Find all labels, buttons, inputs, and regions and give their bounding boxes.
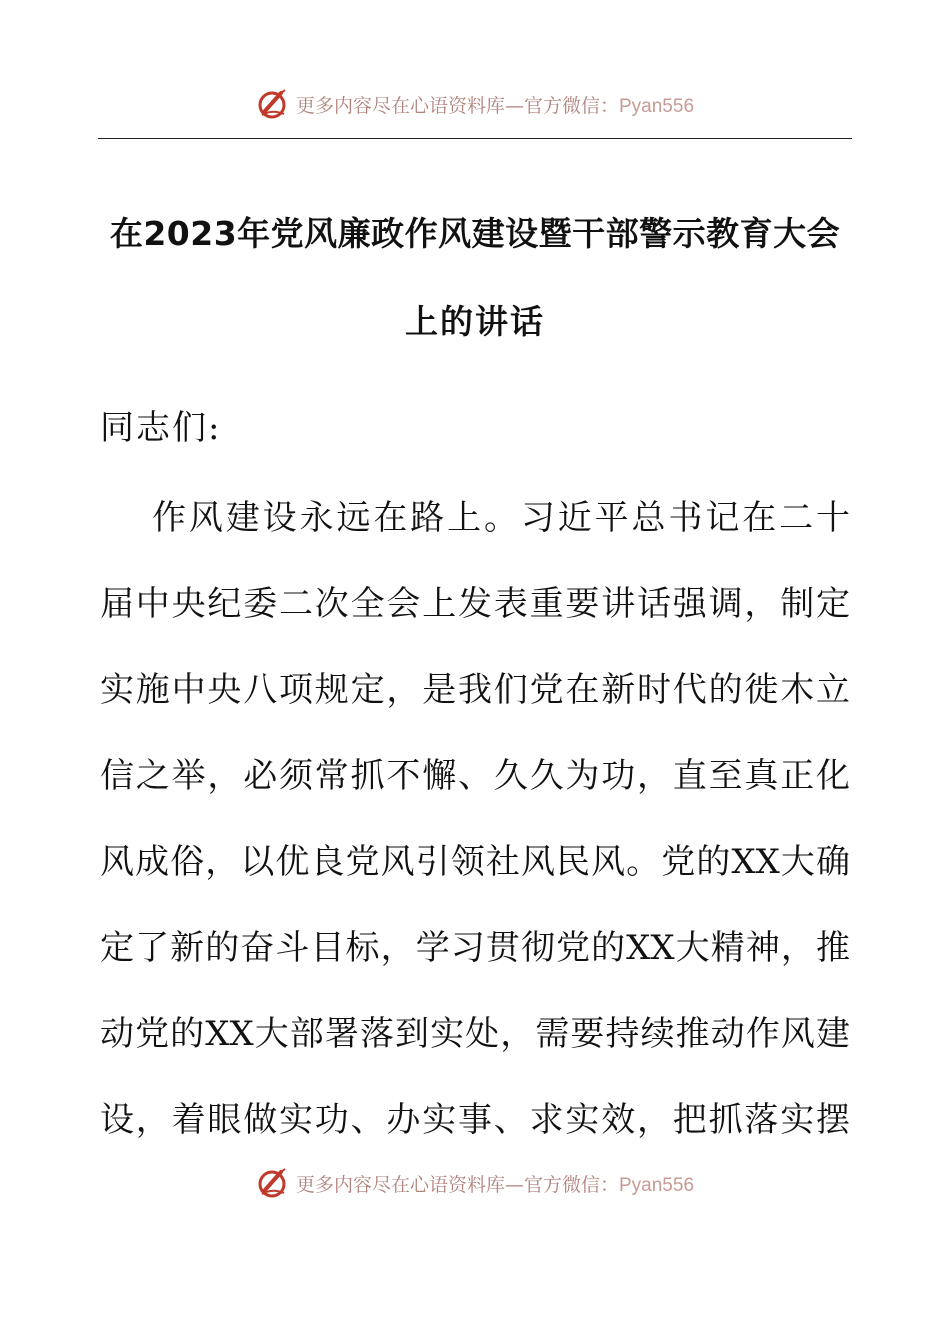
document-title-line1: 在2023年党风廉政作风建设暨干部警示教育大会	[109, 214, 841, 253]
pen-logo-icon	[256, 1166, 290, 1200]
body-line: 实施中央八项规定，是我们党在新时代的徙木立	[100, 670, 850, 710]
watermark-wechat-id: Pyan556	[619, 1174, 695, 1196]
watermark-wechat-id: Pyan556	[619, 95, 695, 117]
body-line: 届中央纪委二次全会上发表重要讲话强调，制定	[100, 584, 850, 624]
pen-logo-icon	[256, 87, 290, 121]
salutation: 同志们:	[100, 408, 222, 448]
body-line: 作风建设永远在路上。习近平总书记在二十	[152, 498, 850, 538]
body-line: 设，着眼做实功、办实事、求实效，把抓落实摆	[100, 1100, 850, 1140]
document-title-line2: 上的讲话	[405, 302, 545, 341]
watermark-text: 更多内容尽在心语资料库—官方微信：	[295, 1173, 619, 1196]
body-line: 动党的XX大部署落到实处，需要持续推动作风建	[100, 1014, 850, 1054]
watermark-text: 更多内容尽在心语资料库—官方微信：	[295, 94, 619, 117]
header-watermark	[0, 84, 950, 124]
header-divider	[98, 138, 852, 139]
footer-watermark	[0, 1163, 950, 1203]
body-line: 信之举，必须常抓不懈、久久为功，直至真正化	[100, 756, 850, 796]
body-line: 风成俗，以优良党风引领社风民风。党的XX大确	[100, 842, 850, 882]
body-line: 定了新的奋斗目标，学习贯彻党的XX大精神，推	[100, 928, 850, 968]
